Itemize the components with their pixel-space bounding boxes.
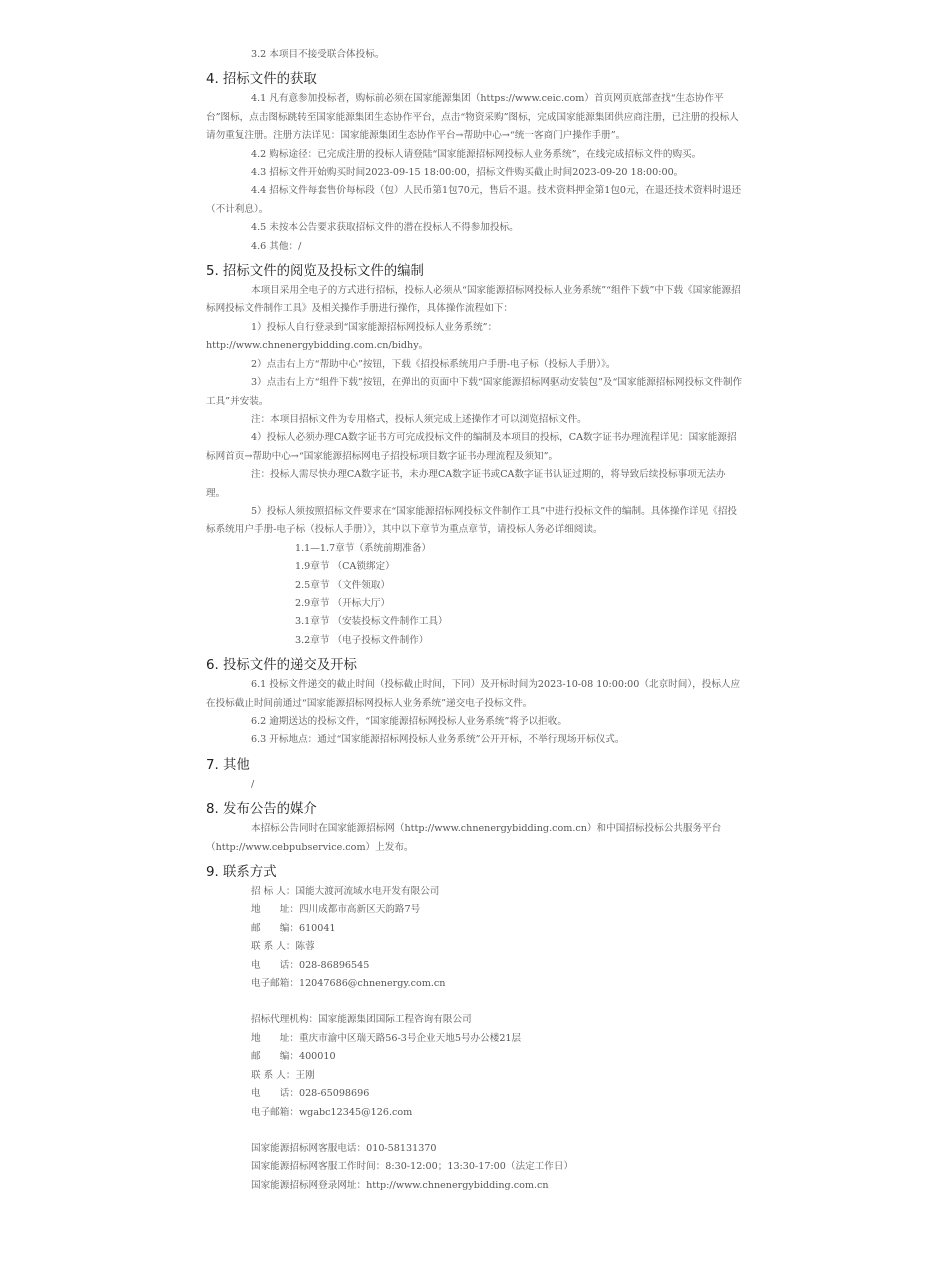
step-1-url: http://www.chnenergybidding.com.cn/bidhy。 bbox=[206, 340, 429, 352]
tenderer-contact bbox=[206, 883, 744, 993]
contact-line: 联 系 人：陈蓉 bbox=[251, 941, 315, 953]
chapter-item: 3.1章节 （安装投标文件制作工具） bbox=[295, 616, 448, 628]
section-5-intro: 本项目采用全电子的方式进行招标，投标人必须从“国家能源招标网投标人业务系统”“组件下载”中下载《国家能源招标网投标文件制作工具》及相关操作手册进行操作，具体操作流程如下： bbox=[206, 285, 741, 315]
section-5-heading: 5. 招标文件的阅览及投标文件的编制 bbox=[206, 264, 424, 280]
chapter-item: 2.5章节 （文件领取） bbox=[295, 579, 391, 591]
section-6-heading: 6. 投标文件的递交及开标 bbox=[206, 658, 357, 674]
service-contact bbox=[206, 1140, 744, 1195]
agency-contact bbox=[206, 1011, 744, 1121]
section-8-content: 本招标公告同时在国家能源招标网（http://www.chnenergybidding.com.cn）和中国招标投标公共服务平台（http://www.cebpubservice.com）上发布。 bbox=[206, 823, 722, 853]
contact-line: 地 址：重庆市渝中区瑞天路56-3号企业天地5号办公楼21层 bbox=[251, 1032, 522, 1044]
contact-email: 电子邮箱：wgabc12345@126.com bbox=[251, 1106, 413, 1118]
section-4-heading: 4. 招标文件的获取 bbox=[206, 72, 317, 88]
clause-6-2: 6.2 逾期送达的投标文件，“国家能源招标网投标人业务系统”将予以拒收。 bbox=[251, 716, 567, 727]
contact-email: 电子邮箱：12047686@chnenergy.com.cn bbox=[251, 978, 446, 990]
spacer bbox=[206, 1122, 744, 1140]
clause-4-1: 4.1 凡有意参加投标者，购标前必须在国家能源集团（https://www.ceic.com）首页网页底部查找“生态协作平台”图标，点击图标跳转至国家能源集团生态协作平台，点击“物资采购”图标，完成国家能源集团供应商注册，已注册的投标人请勿重复注册。注册方法详见：国家能源集团生态协作平台→帮助中心→“统一客商门户操作手册”。 bbox=[206, 93, 739, 142]
chapter-item: 2.9章节 （开标大厅） bbox=[295, 597, 391, 609]
clause-4-2: 4.2 购标途径：已完成注册的投标人请登陆“国家能源招标网投标人业务系统”，在线完成招标文件的购买。 bbox=[251, 148, 702, 160]
announcement-document bbox=[206, 46, 744, 1195]
contact-line: 邮 编：400010 bbox=[251, 1051, 336, 1063]
contact-line: 邮 编：610041 bbox=[251, 922, 336, 934]
service-url: 国家能源招标网登录网址：http://www.chnenergybidding.com.cn bbox=[251, 1179, 549, 1191]
clause-6-1: 6.1 投标文件递交的截止时间（投标截止时间，下同）及开标时间为2023-10-08 10:00:00（北京时间），投标人应在投标截止时间前通过“国家能源招标网投标人业务系统”递交电子投标文件。 bbox=[206, 679, 741, 709]
step-1: 1）投标人自行登录到“国家能源招标网投标人业务系统”： bbox=[251, 321, 498, 333]
step-3: 3）点击右上方“组件下载”按钮，在弹出的页面中下载“国家能源招标网驱动安装包”及“国家能源招标网投标文件制作工具”并安装。 bbox=[206, 377, 743, 407]
clause-6-3: 6.3 开标地点：通过“国家能源招标网投标人业务系统”公开开标，不举行现场开标仪式。 bbox=[251, 734, 625, 746]
clause-4-5: 4.5 未按本公告要求获取招标文件的潜在投标人不得参加投标。 bbox=[251, 222, 519, 234]
contact-line: 招 标 人：国能大渡河流域水电开发有限公司 bbox=[251, 886, 440, 898]
step-4: 4）投标人必须办理CA数字证书方可完成投标文件的编制及本项目的投标，CA数字证书办理流程详见：国家能源招标网首页→帮助中心→“国家能源招标网电子招投标项目数字证书办理流程及须知”。 bbox=[206, 432, 737, 462]
note-1: 注：本项目招标文件为专用格式，投标人须完成上述操作才可以浏览招标文件。 bbox=[251, 413, 587, 425]
service-phone: 国家能源招标网客服电话：010-58131370 bbox=[251, 1142, 437, 1154]
section-7-content: / bbox=[251, 778, 255, 790]
chapter-item: 3.2章节 （电子投标文件制作） bbox=[295, 634, 429, 646]
section-7-heading: 7. 其他 bbox=[206, 757, 250, 773]
service-hours: 国家能源招标网客服工作时间：8:30-12:00；13:30-17:00（法定工作日） bbox=[251, 1161, 574, 1173]
note-2: 注：投标人需尽快办理CA数字证书，未办理CA数字证书或CA数字证书认证过期的，将导致后续投标事项无法办理。 bbox=[206, 469, 726, 499]
clause-3-2: 3.2 本项目不接受联合体投标。 bbox=[251, 49, 385, 60]
clause-4-6: 4.6 其他：/ bbox=[251, 240, 302, 252]
contact-line: 电 话：028-65098696 bbox=[251, 1088, 370, 1100]
step-5: 5）投标人须按照招标文件要求在“国家能源招标网投标文件制作工具”中进行投标文件的编制。具体操作详见《招投标系统用户手册-电子标（投标人手册）》，其中以下章节为重点章节，请投标人务必详细阅读。 bbox=[206, 505, 738, 536]
step-2: 2）点击右上方“帮助中心”按钮，下载《招投标系统用户手册-电子标（投标人手册）》。 bbox=[251, 358, 616, 370]
spacer bbox=[206, 993, 744, 1011]
contact-line: 地 址：四川成都市高新区天韵路7号 bbox=[251, 904, 421, 916]
chapter-item: 1.9章节 （CA锁绑定） bbox=[295, 561, 395, 573]
chapter-item: 1.1—1.7章节（系统前期准备） bbox=[295, 542, 432, 554]
clause-4-3: 4.3 招标文件开始购买时间2023-09-15 18:00:00，招标文件购买截止时间2023-09-20 18:00:00。 bbox=[251, 167, 684, 179]
contact-line: 联 系 人：王刚 bbox=[251, 1069, 315, 1081]
section-9-heading: 9. 联系方式 bbox=[206, 865, 277, 881]
section-8-heading: 8. 发布公告的媒介 bbox=[206, 802, 317, 818]
clause-4-4: 4.4 招标文件每套售价每标段（包）人民币第1包70元，售后不退。技术资料押金第1包0元，在退还技术资料时退还（不计利息）。 bbox=[206, 185, 742, 215]
contact-line: 招标代理机构：国家能源集团国际工程咨询有限公司 bbox=[251, 1014, 472, 1026]
contact-line: 电 话：028-86896545 bbox=[251, 959, 370, 971]
